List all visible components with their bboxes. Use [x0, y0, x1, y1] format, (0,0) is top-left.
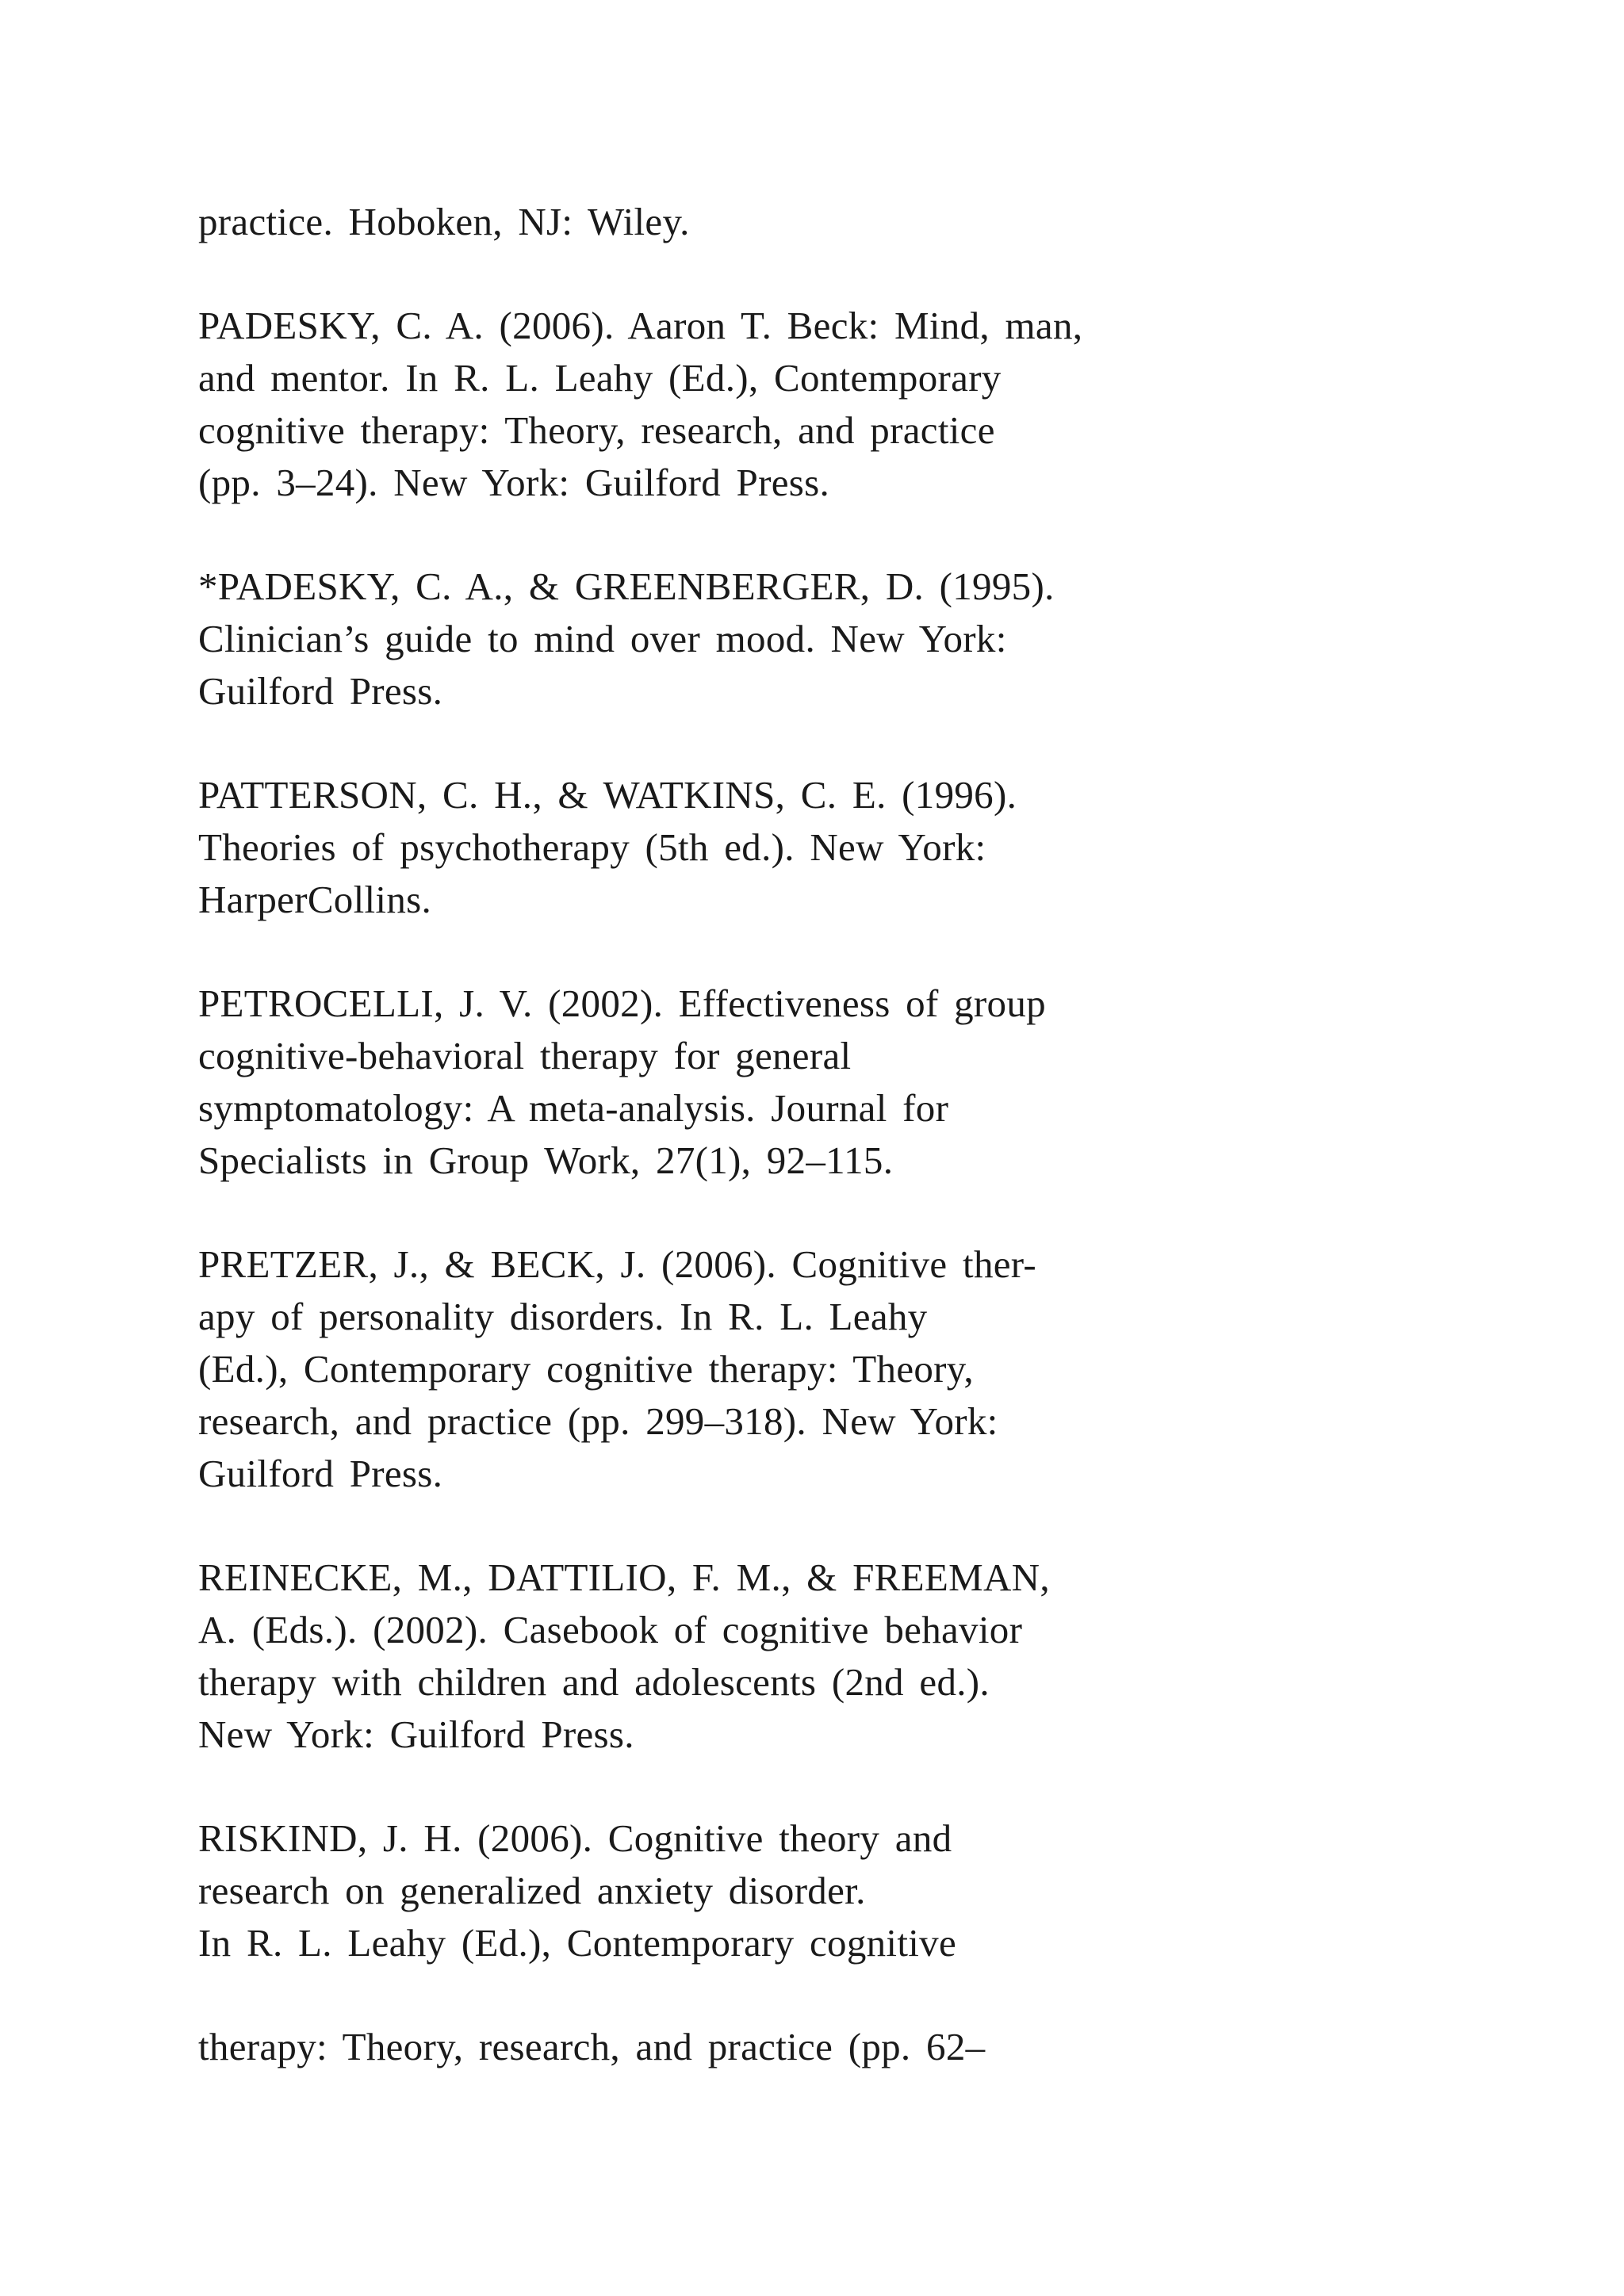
- reference-line: Specialists in Group Work, 27(1), 92–115.: [198, 1138, 894, 1182]
- reference-line: and mentor. In R. L. Leahy (Ed.), Contemporary: [198, 356, 1002, 400]
- reference-line: research on generalized anxiety disorder.: [198, 1869, 866, 1912]
- reference-line: *PADESKY, C. A., & GREENBERGER, D. (1995).: [198, 564, 1055, 608]
- reference-line: New York: Guilford Press.: [198, 1712, 634, 1756]
- reference-line: apy of personality disorders. In R. L. Leahy: [198, 1295, 928, 1338]
- reference-line: Clinician’s guide to mind over mood. New York:: [198, 617, 1007, 660]
- reference-line: PETROCELLI, J. V. (2002). Effectiveness of group: [198, 982, 1046, 1025]
- reference-line: symptomatology: A meta-analysis. Journal for: [198, 1086, 949, 1130]
- reference-line: PATTERSON, C. H., & WATKINS, C. E. (1996).: [198, 773, 1017, 817]
- reference-line: research, and practice (pp. 299–318). New York:: [198, 1399, 998, 1443]
- reference-line: cognitive-behavioral therapy for general: [198, 1034, 852, 1077]
- reference-line: (Ed.), Contemporary cognitive therapy: Theory,: [198, 1347, 974, 1391]
- reference-line: practice. Hoboken, NJ: Wiley.: [198, 200, 690, 243]
- reference-line: A. (Eds.). (2002). Casebook of cognitive behavior: [198, 1608, 1023, 1651]
- reference-line: Guilford Press.: [198, 1452, 443, 1495]
- reference-line: Guilford Press.: [198, 669, 443, 713]
- reference-line: therapy with children and adolescents (2nd ed.).: [198, 1660, 990, 1704]
- reference-line: HarperCollins.: [198, 878, 432, 921]
- reference-line: cognitive therapy: Theory, research, and practice: [198, 408, 995, 452]
- reference-line: therapy: Theory, research, and practice (pp. 62–: [198, 2025, 986, 2068]
- reference-line: (pp. 3–24). New York: Guilford Press.: [198, 461, 830, 504]
- reference-line: Theories of psychotherapy (5th ed.). New York:: [198, 825, 986, 869]
- reference-line: RISKIND, J. H. (2006). Cognitive theory and: [198, 1816, 952, 1860]
- reference-line: PADESKY, C. A. (2006). Aaron T. Beck: Mind, man,: [198, 304, 1083, 347]
- reference-line: PRETZER, J., & BECK, J. (2006). Cognitive ther-: [198, 1242, 1037, 1286]
- reference-line: In R. L. Leahy (Ed.), Contemporary cognitive: [198, 1921, 957, 1965]
- reference-line: REINECKE, M., DATTILIO, F. M., & FREEMAN,: [198, 1556, 1050, 1599]
